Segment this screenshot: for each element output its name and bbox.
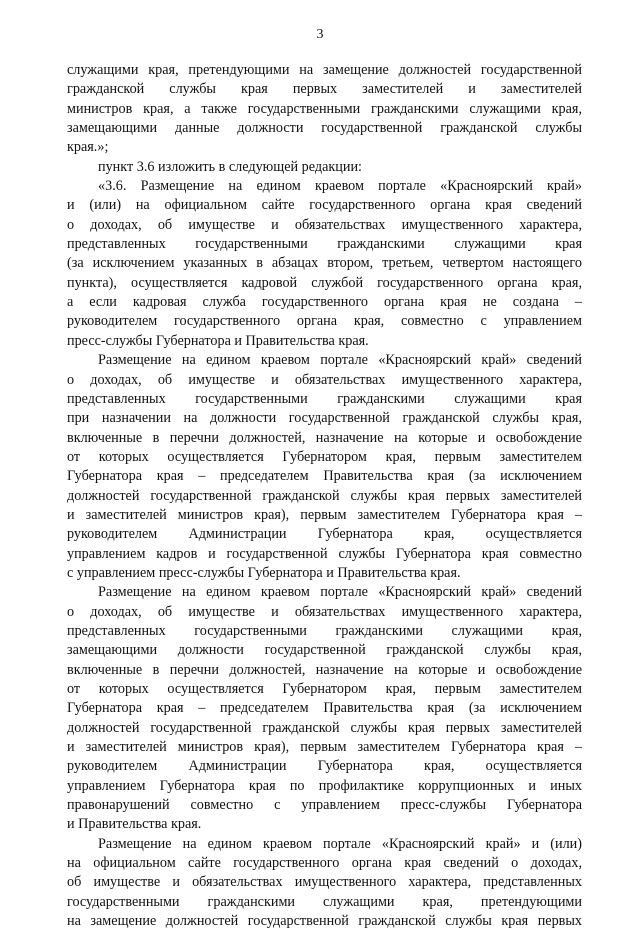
text-line: гражданской службы края первых заместителей и заместителей [67, 81, 582, 98]
text-line: управлением кадров и государственной службы Губернатора края совместно [67, 545, 582, 562]
text-line: края.»; [67, 139, 109, 156]
text-line: Губернатора края – председателем Правительства края (за исключением [67, 468, 582, 485]
text-line: пункта), осуществляется кадровой службой государственного органа края, [67, 274, 582, 291]
document-body [67, 61, 582, 931]
text-line: включенные в перечни должностей, назначение на которые и освобождение [67, 429, 582, 446]
text-line: должностей государственной гражданской службы края первых заместителей [67, 719, 582, 736]
text-line: руководителем Администрации Губернатора края, осуществляется [67, 758, 582, 775]
text-line: о доходах, об имуществе и обязательствах имущественного характера, [67, 371, 582, 388]
text-line: об имуществе и обязательствах имущественного характера, представленных [67, 874, 582, 891]
text-line: с управлением пресс-службы Губернатора и Правительства края. [67, 564, 461, 581]
text-line: на официальном сайте государственного органа края сведений о доходах, [67, 855, 582, 872]
text-line: представленных государственными гражданскими служащими края, [67, 622, 582, 639]
paragraph-first-line: Размещение на едином краевом портале «Красноярский край» и (или) [98, 835, 582, 852]
text-line: включенные в перечни должностей, назначение на которые и освобождение [67, 661, 582, 678]
text-line: и (или) на официальном сайте государственного органа края сведений [67, 197, 582, 214]
text-line: от которых осуществляется Губернатором края, первым заместителем [67, 681, 582, 697]
text-line: о доходах, об имуществе и обязательствах имущественного характера, [67, 603, 582, 620]
text-line: о доходах, об имуществе и обязательствах имущественного характера, [67, 216, 582, 233]
text-line: государственными гражданскими служащими края, претендующими [67, 893, 582, 910]
paragraph-first-line: Размещение на едином краевом портале «Красноярский край» сведений [98, 584, 582, 601]
text-line: и заместителей министров края), первым заместителем Губернатора края – [67, 506, 582, 523]
text-line: управлением Губернатора края по профилактике коррупционных и иных [67, 777, 582, 794]
text-line: должностей государственной гражданской службы края первых заместителей [67, 487, 582, 504]
text-line: пресс-службы Губернатора и Правительства края. [67, 332, 369, 349]
text-line: и заместителей министров края), первым заместителем Губернатора края – [67, 739, 582, 756]
text-line: министров края, а также государственными гражданскими служащими края, [67, 100, 582, 117]
text-line: правонарушений совместно с управлением пресс-службы Губернатора [67, 797, 582, 814]
text-line: представленных государственными гражданскими служащими края [67, 236, 582, 253]
text-line: замещающими должности государственной гражданской службы края, [67, 642, 582, 659]
text-line: представленных государственными гражданскими служащими края [67, 390, 582, 407]
text-line: (за исключением указанных в абзацах втором, третьем, четвертом настоящего [67, 255, 582, 272]
text-line: при назначении на должности государственной гражданской службы края, [67, 410, 582, 427]
text-line: руководителем государственного органа края, совместно с управлением [67, 313, 582, 330]
text-line: служащими края, претендующими на замещение должностей государственной [67, 62, 582, 78]
paragraph-first-line: пункт 3.6 изложить в следующей редакции: [98, 158, 362, 175]
text-line: замещающими данные должности государственной гражданской службы [67, 120, 582, 137]
text-line: Губернатора края – председателем Правительства края (за исключением [67, 700, 582, 717]
text-line: руководителем Администрации Губернатора края, осуществляется [67, 526, 582, 543]
page-number: 3 [316, 27, 324, 42]
text-line: а если кадровая служба государственного органа края не создана – [67, 294, 582, 311]
text-line: и Правительства края. [67, 816, 202, 833]
text-line: от которых осуществляется Губернатором края, первым заместителем [67, 448, 582, 465]
text-line: на замещение должностей государственной гражданской службы края первых [67, 913, 582, 930]
paragraph-first-line: Размещение на едином краевом портале «Красноярский край» сведений [98, 352, 582, 369]
paragraph-first-line: «3.6. Размещение на едином краевом портале «Красноярский край» [98, 178, 582, 195]
